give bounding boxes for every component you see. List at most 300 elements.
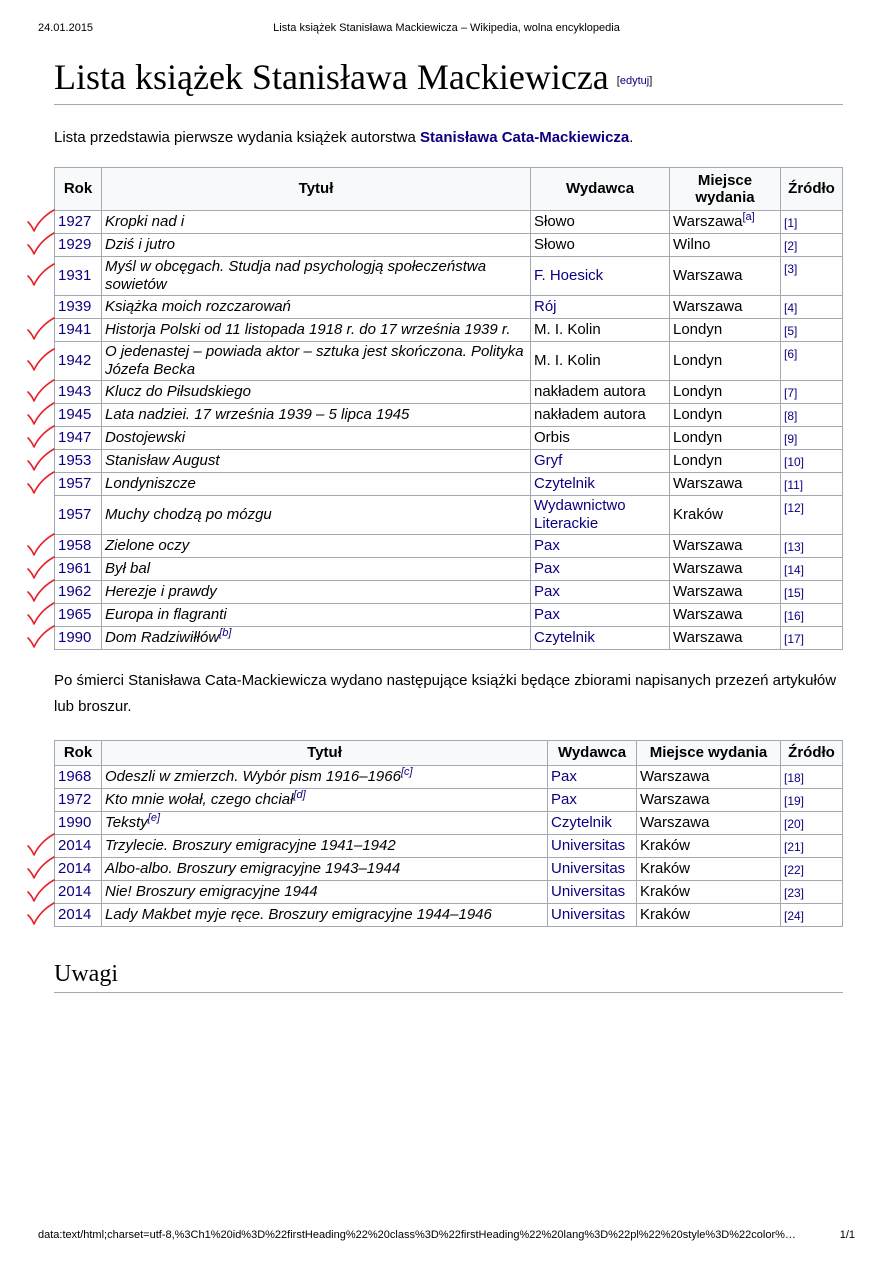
publisher-cell xyxy=(531,341,670,380)
publisher-cell xyxy=(531,472,670,495)
place-text: Warszawa xyxy=(673,474,743,492)
source-cell xyxy=(781,318,843,341)
place-text: Kraków xyxy=(640,905,691,923)
reference-link[interactable]: [15] xyxy=(784,585,805,600)
year-link[interactable]: 1941 xyxy=(58,320,92,338)
publisher-text: Orbis xyxy=(534,428,570,446)
publisher-cell xyxy=(531,557,670,580)
year-link[interactable]: 1957 xyxy=(58,474,92,492)
title-cell xyxy=(102,534,531,557)
year-cell xyxy=(55,557,102,580)
publisher-text: M. I. Kolin xyxy=(534,320,601,338)
publisher-cell xyxy=(548,834,637,857)
col-title-header[interactable]: Tytuł xyxy=(102,740,548,765)
reference-link[interactable]: [11] xyxy=(784,477,804,492)
book-title: Książka moich rozczarowań xyxy=(105,297,291,315)
title-cell xyxy=(102,603,531,626)
table-row xyxy=(55,449,843,472)
year-link[interactable]: 2014 xyxy=(58,905,92,923)
source-cell xyxy=(781,472,843,495)
place-cell xyxy=(670,580,781,603)
year-link[interactable]: 1953 xyxy=(58,451,92,469)
year-cell xyxy=(55,403,102,426)
reference-link[interactable]: [5] xyxy=(784,323,798,338)
source-cell xyxy=(781,811,843,834)
year-cell xyxy=(55,449,102,472)
title-cell xyxy=(102,472,531,495)
edit-section xyxy=(617,75,652,87)
publisher-link[interactable]: Gryf xyxy=(534,451,563,469)
page-title xyxy=(54,56,843,105)
place-cell xyxy=(670,626,781,649)
book-title: Herezje i prawdy xyxy=(105,582,217,600)
reference-link[interactable]: [21] xyxy=(784,839,805,854)
col-source-header[interactable]: Źródło xyxy=(781,167,843,210)
edit-bracket-close: ] xyxy=(649,74,653,87)
source-cell xyxy=(781,426,843,449)
book-title: Europa in flagranti xyxy=(105,605,227,623)
place-cell xyxy=(670,603,781,626)
reference-link[interactable]: [17] xyxy=(784,631,805,646)
publisher-cell xyxy=(548,765,637,788)
author-link[interactable]: Stanisława Cata-Mackiewicza xyxy=(420,128,630,146)
place-cell xyxy=(670,210,781,233)
year-cell xyxy=(55,426,102,449)
book-title: Był bal xyxy=(105,559,151,577)
table-row xyxy=(55,295,843,318)
book-title: Klucz do Piłsudskiego xyxy=(105,382,251,400)
publisher-link[interactable]: Pax xyxy=(534,605,560,623)
place-text: Londyn xyxy=(673,451,723,469)
reference-link[interactable]: [7] xyxy=(784,385,798,400)
reference-link[interactable]: [4] xyxy=(784,300,798,315)
year-cell xyxy=(55,256,102,295)
publisher-link[interactable]: Pax xyxy=(534,536,560,554)
year-cell xyxy=(55,626,102,649)
year-link[interactable]: 1942 xyxy=(58,351,92,369)
print-page-title: Lista książek Stanisława Mackiewicza – Wikipedia, wolna encyklopedia xyxy=(273,22,620,34)
place-cell xyxy=(670,256,781,295)
notes-heading: Uwagi xyxy=(54,959,843,993)
table-row xyxy=(55,603,843,626)
book-title: Muchy chodzą po mózgu xyxy=(105,505,272,523)
place-cell xyxy=(637,788,781,811)
check-mark-icon xyxy=(24,231,56,257)
table-row xyxy=(55,626,843,649)
place-text: Warszawa xyxy=(673,266,743,284)
publisher-cell xyxy=(531,318,670,341)
note-link[interactable]: [b] xyxy=(219,626,232,639)
table-row xyxy=(55,534,843,557)
book-title: Dom Radziwiłłów xyxy=(105,628,220,646)
year-link[interactable]: 1931 xyxy=(58,266,92,284)
place-cell xyxy=(670,449,781,472)
article-content xyxy=(54,56,843,993)
year-cell xyxy=(55,788,102,811)
table-row xyxy=(55,857,843,880)
publisher-cell xyxy=(548,788,637,811)
book-title: Dostojewski xyxy=(105,428,186,446)
title-cell xyxy=(102,318,531,341)
title-cell xyxy=(102,626,531,649)
title-cell xyxy=(102,811,548,834)
place-cell xyxy=(670,557,781,580)
table-row xyxy=(55,580,843,603)
place-text: Warszawa xyxy=(673,559,743,577)
book-title: Lata nadziei. 17 września 1939 – 5 lipca 1945 xyxy=(105,405,410,423)
publisher-cell xyxy=(531,449,670,472)
check-mark-icon xyxy=(24,470,56,496)
place-text: Kraków xyxy=(640,882,691,900)
publisher-cell xyxy=(531,256,670,295)
book-title: Londyniszcze xyxy=(105,474,196,492)
table-row xyxy=(55,472,843,495)
title-cell xyxy=(102,233,531,256)
edit-bracket-open: [ xyxy=(616,74,620,87)
year-link[interactable]: 2014 xyxy=(58,882,92,900)
posthumous-books-table xyxy=(54,740,843,927)
year-cell xyxy=(55,472,102,495)
source-cell xyxy=(781,295,843,318)
place-cell xyxy=(670,295,781,318)
year-link[interactable]: 1968 xyxy=(58,767,92,785)
year-link[interactable]: 1958 xyxy=(58,536,92,554)
book-title: Trzylecie. Broszury emigracyjne 1941–1942 xyxy=(105,836,396,854)
publisher-cell xyxy=(531,495,670,534)
table-row xyxy=(55,403,843,426)
place-cell xyxy=(670,472,781,495)
source-cell xyxy=(781,534,843,557)
page-title-text: Lista książek Stanisława Mackiewicza xyxy=(54,57,609,97)
source-cell xyxy=(781,788,843,811)
year-cell xyxy=(55,233,102,256)
place-cell xyxy=(670,380,781,403)
books-table xyxy=(54,167,843,650)
reference-link[interactable]: [6] xyxy=(784,346,798,361)
place-text: Warszawa xyxy=(673,536,743,554)
books-table-header xyxy=(55,167,843,210)
place-text: Warszawa xyxy=(673,628,743,646)
publisher-cell xyxy=(531,580,670,603)
year-link[interactable]: 1962 xyxy=(58,582,92,600)
year-link[interactable]: 1990 xyxy=(58,813,92,831)
place-text: Warszawa xyxy=(673,582,743,600)
reference-link[interactable]: [24] xyxy=(784,908,805,923)
reference-link[interactable]: [14] xyxy=(784,562,805,577)
book-title: Kto mnie wołał, czego chciał xyxy=(105,790,294,808)
reference-link[interactable]: [2] xyxy=(784,238,798,253)
publisher-link[interactable]: Universitas xyxy=(551,859,626,877)
source-cell xyxy=(781,380,843,403)
source-cell xyxy=(781,857,843,880)
publisher-cell xyxy=(548,811,637,834)
source-cell xyxy=(781,626,843,649)
reference-link[interactable]: [10] xyxy=(784,454,805,469)
place-cell xyxy=(670,534,781,557)
year-link[interactable]: 1972 xyxy=(58,790,92,808)
place-cell xyxy=(670,426,781,449)
year-cell xyxy=(55,903,102,926)
place-text: Warszawa xyxy=(673,212,743,230)
table-row xyxy=(55,256,843,295)
source-cell xyxy=(781,834,843,857)
publisher-cell xyxy=(531,210,670,233)
publisher-cell xyxy=(531,603,670,626)
reference-link[interactable]: [22] xyxy=(784,862,805,877)
publisher-link[interactable]: Pax xyxy=(551,767,577,785)
posthumous-paragraph: Po śmierci Stanisława Cata-Mackiewicza wydano następujące książki będące zbiorami napisanych przezeń artykułów lub broszur. xyxy=(54,671,837,715)
year-link[interactable]: 1957 xyxy=(58,505,92,523)
publisher-cell xyxy=(531,403,670,426)
note-link[interactable]: [a] xyxy=(742,210,755,223)
book-title: Odeszli w zmierzch. Wybór pism 1916–1966 xyxy=(105,767,401,785)
place-text: Warszawa xyxy=(673,605,743,623)
book-title: Historja Polski od 11 listopada 1918 r. do 17 września 1939 r. xyxy=(105,320,511,338)
source-cell xyxy=(781,403,843,426)
check-mark-icon xyxy=(24,624,56,650)
publisher-link[interactable]: Universitas xyxy=(551,905,626,923)
publisher-link[interactable]: Rój xyxy=(534,297,557,315)
publisher-cell xyxy=(531,534,670,557)
source-cell xyxy=(781,603,843,626)
title-cell xyxy=(102,295,531,318)
place-text: Londyn xyxy=(673,320,723,338)
year-link[interactable]: 1965 xyxy=(58,605,92,623)
place-cell xyxy=(637,903,781,926)
place-text: Londyn xyxy=(673,351,723,369)
year-link[interactable]: 2014 xyxy=(58,836,92,854)
publisher-link[interactable]: Wydawnictwo Literackie xyxy=(534,496,626,532)
reference-link[interactable]: [19] xyxy=(784,793,805,808)
print-date: 24.01.2015 xyxy=(38,22,94,34)
year-cell xyxy=(55,603,102,626)
table-row xyxy=(55,557,843,580)
title-cell xyxy=(102,449,531,472)
place-cell xyxy=(637,811,781,834)
reference-link[interactable]: [13] xyxy=(784,539,805,554)
place-cell xyxy=(670,495,781,534)
intro-period: . xyxy=(629,128,634,146)
year-cell xyxy=(55,380,102,403)
year-link[interactable]: 1945 xyxy=(58,405,92,423)
year-cell xyxy=(55,341,102,380)
print-page-count: 1/1 xyxy=(839,1229,855,1241)
publisher-cell xyxy=(531,295,670,318)
reference-link[interactable]: [18] xyxy=(784,770,805,785)
title-cell xyxy=(102,880,548,903)
book-title: Zielone oczy xyxy=(105,536,190,554)
col-place-header[interactable]: Miejsce wydania xyxy=(670,167,781,210)
table-row xyxy=(55,811,843,834)
year-link[interactable]: 1943 xyxy=(58,382,92,400)
title-cell xyxy=(102,341,531,380)
publisher-link[interactable]: Czytelnik xyxy=(551,813,612,831)
intro-text: Lista przedstawia pierwsze wydania książek autorstwa xyxy=(54,128,420,146)
note-link[interactable]: [c] xyxy=(400,765,413,778)
year-link[interactable]: 1961 xyxy=(58,559,92,577)
place-text: Warszawa xyxy=(640,790,710,808)
title-cell xyxy=(102,903,548,926)
place-cell xyxy=(670,318,781,341)
place-cell xyxy=(637,880,781,903)
year-cell xyxy=(55,318,102,341)
title-cell xyxy=(102,580,531,603)
table-row xyxy=(55,788,843,811)
reference-link[interactable]: [8] xyxy=(784,408,798,423)
book-title: Kropki nad i xyxy=(105,212,185,230)
year-link[interactable]: 1927 xyxy=(58,212,92,230)
title-cell xyxy=(102,380,531,403)
intro-paragraph xyxy=(54,125,843,151)
source-cell xyxy=(781,256,843,295)
title-cell xyxy=(102,788,548,811)
year-link[interactable]: 2014 xyxy=(58,859,92,877)
year-cell xyxy=(55,765,102,788)
publisher-link[interactable]: Universitas xyxy=(551,836,626,854)
table-row xyxy=(55,318,843,341)
place-text: Warszawa xyxy=(640,767,710,785)
table-row xyxy=(55,210,843,233)
place-cell xyxy=(670,403,781,426)
title-cell xyxy=(102,557,531,580)
year-link[interactable]: 1947 xyxy=(58,428,92,446)
table-row xyxy=(55,765,843,788)
table-row xyxy=(55,880,843,903)
check-mark-icon xyxy=(24,347,56,373)
publisher-text: nakładem autora xyxy=(534,382,646,400)
place-cell xyxy=(637,765,781,788)
year-link[interactable]: 1929 xyxy=(58,235,92,253)
publisher-text: Słowo xyxy=(534,235,575,253)
place-text: Wilno xyxy=(673,235,711,253)
place-text: Warszawa xyxy=(640,813,710,831)
publisher-text: nakładem autora xyxy=(534,405,646,423)
year-cell xyxy=(55,880,102,903)
place-cell xyxy=(670,233,781,256)
source-cell xyxy=(781,449,843,472)
col-source-header[interactable]: Źródło xyxy=(781,740,843,765)
table-row xyxy=(55,495,843,534)
year-cell xyxy=(55,210,102,233)
source-cell xyxy=(781,765,843,788)
publisher-text: Słowo xyxy=(534,212,575,230)
col-year-header[interactable]: Rok xyxy=(55,167,102,210)
table-row xyxy=(55,341,843,380)
reference-link[interactable]: [3] xyxy=(784,261,798,276)
year-cell xyxy=(55,580,102,603)
publisher-cell xyxy=(531,380,670,403)
place-text: Kraków xyxy=(640,836,691,854)
publisher-link[interactable]: Pax xyxy=(534,582,560,600)
title-cell xyxy=(102,210,531,233)
place-cell xyxy=(637,834,781,857)
title-cell xyxy=(102,426,531,449)
book-title: O jedenastej – powiada aktor – sztuka jest skończona. Polityka Józefa Becka xyxy=(105,342,524,378)
publisher-cell xyxy=(531,626,670,649)
note-link[interactable]: [d] xyxy=(293,788,306,801)
reference-link[interactable]: [9] xyxy=(784,431,798,446)
source-cell xyxy=(781,557,843,580)
year-cell xyxy=(55,834,102,857)
source-cell xyxy=(781,580,843,603)
place-cell xyxy=(637,857,781,880)
col-publisher-header[interactable]: Wydawca xyxy=(548,740,637,765)
place-text: Kraków xyxy=(640,859,691,877)
print-footer xyxy=(38,1229,855,1245)
place-text: Londyn xyxy=(673,382,723,400)
publisher-cell xyxy=(548,903,637,926)
year-cell xyxy=(55,857,102,880)
check-mark-icon xyxy=(24,901,56,927)
source-cell xyxy=(781,233,843,256)
year-link[interactable]: 1990 xyxy=(58,628,92,646)
publisher-link[interactable]: Universitas xyxy=(551,882,626,900)
title-cell xyxy=(102,403,531,426)
publisher-cell xyxy=(548,857,637,880)
publisher-link[interactable]: Pax xyxy=(551,790,577,808)
col-title-header[interactable]: Tytuł xyxy=(102,167,531,210)
title-cell xyxy=(102,495,531,534)
title-cell xyxy=(102,834,548,857)
reference-link[interactable]: [20] xyxy=(784,816,805,831)
print-header xyxy=(38,22,855,38)
year-link[interactable]: 1939 xyxy=(58,297,92,315)
print-url: data:text/html;charset=utf-8,%3Ch1%20id%3D%22firstHeading%22%20class%3D%22firstHeading%22%20lang%3D%22pl%22%20style%3D%22color%… xyxy=(38,1229,796,1241)
table-row xyxy=(55,233,843,256)
posthumous-table-header xyxy=(55,740,843,765)
publisher-cell xyxy=(531,426,670,449)
note-link[interactable]: [e] xyxy=(147,811,161,824)
book-title: Stanisław August xyxy=(105,451,220,469)
publisher-link[interactable]: Czytelnik xyxy=(534,474,595,492)
edit-link[interactable]: edytuj xyxy=(619,74,650,87)
place-text: Kraków xyxy=(673,505,724,523)
source-cell xyxy=(781,880,843,903)
publisher-link[interactable]: F. Hoesick xyxy=(534,266,604,284)
publisher-link[interactable]: Czytelnik xyxy=(534,628,595,646)
source-cell xyxy=(781,341,843,380)
table-row xyxy=(55,903,843,926)
col-place-header[interactable]: Miejsce wydania xyxy=(637,740,781,765)
table-row xyxy=(55,834,843,857)
place-text: Londyn xyxy=(673,428,723,446)
publisher-cell xyxy=(531,233,670,256)
publisher-text: M. I. Kolin xyxy=(534,351,601,369)
reference-link[interactable]: [16] xyxy=(784,608,805,623)
year-cell xyxy=(55,534,102,557)
year-cell xyxy=(55,495,102,534)
place-cell xyxy=(670,341,781,380)
book-title: Lady Makbet myje ręce. Broszury emigracyjne 1944–1946 xyxy=(105,905,492,923)
table-row xyxy=(55,380,843,403)
book-title: Myśl w obcęgach. Studja nad psychologją społeczeństwa sowietów xyxy=(105,257,487,293)
reference-link[interactable]: [1] xyxy=(784,215,798,230)
reference-link[interactable]: [23] xyxy=(784,885,805,900)
col-publisher-header[interactable]: Wydawca xyxy=(531,167,670,210)
year-cell xyxy=(55,811,102,834)
check-mark-icon xyxy=(24,316,56,342)
source-cell xyxy=(781,903,843,926)
book-title: Albo-albo. Broszury emigracyjne 1943–1944 xyxy=(105,859,401,877)
col-year-header[interactable]: Rok xyxy=(55,740,102,765)
source-cell xyxy=(781,495,843,534)
book-title: Nie! Broszury emigracyjne 1944 xyxy=(105,882,318,900)
place-text: Warszawa xyxy=(673,297,743,315)
reference-link[interactable]: [12] xyxy=(784,500,805,515)
publisher-link[interactable]: Pax xyxy=(534,559,560,577)
place-text: Londyn xyxy=(673,405,723,423)
publisher-cell xyxy=(548,880,637,903)
